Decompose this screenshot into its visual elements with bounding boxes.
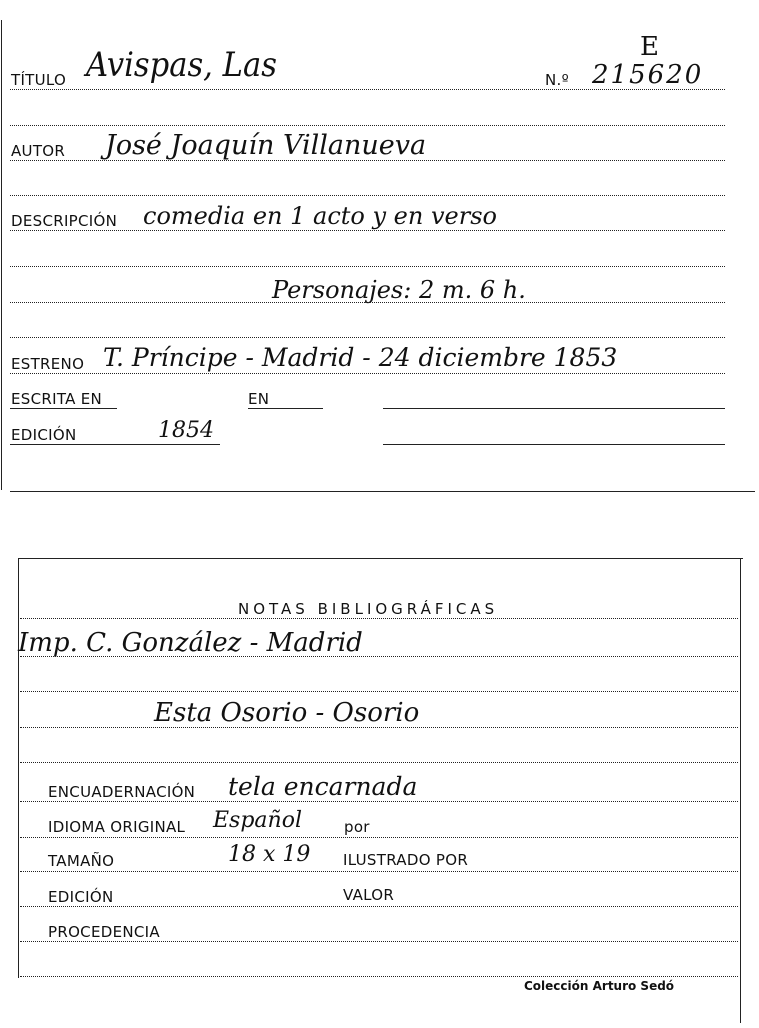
corner-mark: E	[640, 32, 659, 62]
descripcion-rule	[10, 230, 725, 231]
numero-value: 215620	[592, 60, 704, 90]
card-bottom-top-edge	[18, 558, 743, 559]
blank-rule-4	[10, 302, 725, 303]
notas-rule-final	[20, 976, 738, 977]
autor-value: José Joaquín Villanueva	[105, 130, 427, 161]
autor-label: AUTOR	[11, 142, 66, 160]
blank-rule-3	[10, 266, 725, 267]
encuadernacion-value: tela encarnada	[228, 772, 418, 801]
titulo-rule	[10, 89, 725, 90]
por-label: por	[344, 818, 370, 836]
procedencia-label: PROCEDENCIA	[48, 923, 160, 941]
estreno-value: T. Príncipe - Madrid - 24 diciembre 1853	[103, 343, 618, 372]
notas-rule-2	[20, 656, 738, 657]
ilustrado-label: ILUSTRADO POR	[343, 851, 469, 869]
blank-rule-2	[10, 195, 725, 196]
notas-rule-4	[20, 727, 738, 728]
notas-rule-5	[20, 762, 738, 763]
en-label: EN	[248, 390, 270, 408]
notes-line-1: Imp. C. González - Madrid	[18, 628, 363, 658]
tamano-value: 18 x 19	[228, 842, 311, 867]
titulo-value: Avispas, Las	[86, 45, 277, 85]
edicion-label: EDICIÓN	[11, 426, 77, 444]
estreno-rule	[10, 373, 725, 374]
estreno-label: ESTRENO	[11, 355, 85, 373]
edicion2-rule	[20, 906, 738, 907]
card-bottom-left-edge	[18, 558, 19, 978]
descripcion-value: comedia en 1 acto y en verso	[143, 202, 497, 230]
notas-heading: NOTAS BIBLIOGRÁFICAS	[238, 600, 499, 618]
encuadernacion-rule	[20, 801, 738, 802]
notes-line-2: Esta Osorio - Osorio	[154, 698, 420, 728]
blank-rule-1	[10, 125, 725, 126]
card-top-left-edge	[1, 20, 2, 490]
titulo-label: TÍTULO	[11, 71, 67, 89]
tamano-label: TAMAÑO	[48, 852, 115, 870]
edicion-value: 1854	[158, 418, 214, 443]
catalog-card-top	[0, 0, 759, 495]
valor-label: VALOR	[343, 886, 395, 904]
collection-footer: Colección Arturo Sedó	[524, 979, 675, 993]
encuadernacion-label: ENCUADERNACIÓN	[48, 783, 196, 801]
procedencia-rule	[20, 941, 738, 942]
edicion-underline	[10, 444, 220, 445]
descripcion-label: DESCRIPCIÓN	[11, 212, 118, 230]
idioma-value: Español	[213, 808, 302, 833]
idioma-label: IDIOMA ORIGINAL	[48, 818, 186, 836]
escrita-en-label: ESCRITA EN	[11, 390, 103, 408]
notas-rule-3	[20, 691, 738, 692]
autor-rule	[10, 160, 725, 161]
idioma-rule	[20, 837, 738, 838]
card-top-bottom-edge	[10, 491, 755, 492]
tamano-rule	[20, 871, 738, 872]
edicion2-label: EDICIÓN	[48, 888, 114, 906]
escrita-rule-right	[383, 408, 725, 409]
edicion-rule-right	[383, 444, 725, 445]
catalog-card-bottom	[0, 550, 759, 1028]
numero-label: N.º	[545, 71, 569, 89]
notas-rule-1	[20, 618, 738, 619]
en-underline	[248, 408, 323, 409]
card-bottom-right-edge	[740, 558, 741, 1023]
personajes-value: Personajes: 2 m. 6 h.	[272, 276, 526, 304]
blank-rule-5	[10, 337, 725, 338]
escrita-en-underline	[10, 408, 117, 409]
